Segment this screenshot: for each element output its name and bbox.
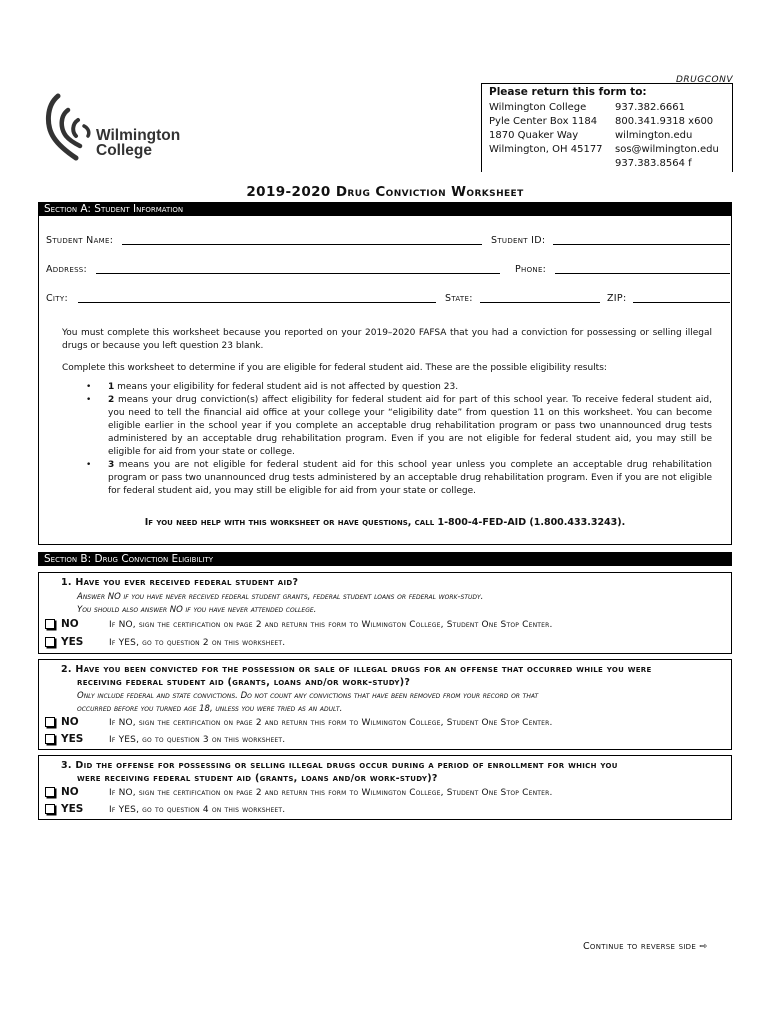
question-3-text: 3. Did the offense for possessing or selling illegal drugs occur during a period of enrollment for which you [61, 760, 618, 771]
question-3-yes-checkbox[interactable] [45, 803, 83, 815]
return-address [489, 101, 603, 157]
yes-label: YES [61, 803, 84, 815]
form-code: DRUGCONV [676, 75, 734, 85]
yes-label: YES [61, 733, 84, 745]
no-label: NO [61, 618, 79, 630]
return-address-box [481, 83, 733, 172]
question-1-box [38, 572, 732, 654]
state-label: State: [445, 293, 473, 304]
student-name-input[interactable] [122, 244, 482, 245]
question-2-box [38, 659, 732, 750]
question-1-note: You should also answer NO if you have never attended college. [77, 605, 317, 615]
question-2-no-checkbox[interactable] [45, 716, 79, 728]
yes-label: YES [61, 636, 84, 648]
question-2-text-cont: receiving federal student aid (grants, loans and/or work-study)? [77, 677, 411, 688]
address-line: Wilmington, OH 45177 [489, 144, 603, 155]
question-2-text: 2. Have you been convicted for the possession or sale of illegal drugs for an offense that occurred while you were [61, 664, 652, 675]
address-input[interactable] [96, 273, 500, 274]
student-id-label: Student ID: [491, 235, 546, 246]
list-item [92, 394, 712, 459]
question-2-no-instruction: If NO, sign the certification on page 2 and return this form to Wilmington College, Student One Stop Center. [109, 718, 553, 728]
section-b-header: Section B: Drug Conviction Eligibility [38, 552, 732, 566]
question-3-yes-instruction: If YES, go to question 4 on this worksheet. [109, 805, 286, 815]
phone-label: Phone: [515, 264, 547, 275]
checkbox-icon [45, 734, 55, 744]
address-line: Pyle Center Box 1184 [489, 116, 598, 127]
help-line: If you need help with this worksheet or have questions, call 1-800-4-FED-AID (1.800.433.3243). [144, 517, 626, 528]
phone-number: 800.341.9318 x600 [615, 116, 714, 127]
fax-number: 937.383.8564 f [615, 158, 692, 169]
logo-line-2: College [96, 142, 152, 159]
address-line: Wilmington College [489, 102, 587, 113]
question-1-yes-instruction: If YES, go to question 2 on this worksheet. [109, 638, 286, 648]
state-input[interactable] [480, 302, 600, 303]
intro-paragraph: You must complete this worksheet because you reported on your 2019–2020 FAFSA that you had a conviction for possessing or selling illegal drugs or because you left question 23 blank. [62, 328, 712, 351]
question-1-note: Answer NO if you have never received federal student grants, federal student loans or federal work-study. [77, 592, 484, 602]
checkbox-icon [45, 787, 55, 797]
return-contacts [615, 101, 719, 171]
result-text: means you are not eligible for federal student aid for this school year unless you complete an acceptable drug rehabilitation program or pass two unannounced drug tests administered by an acceptable drug rehabilitation program. Even if you are not eligible for federal student aid, you may still be eligible for aid from your state or college. [108, 460, 712, 496]
eligibility-results-list [92, 381, 712, 498]
result-number: 3 [108, 460, 115, 470]
continue-reverse-side: Continue to reverse side ⇨ [583, 941, 708, 952]
question-1-no-checkbox[interactable] [45, 618, 79, 630]
checkbox-icon [45, 717, 55, 727]
title-name: Drug Conviction Worksheet [335, 184, 524, 200]
question-3-no-checkbox[interactable] [45, 786, 79, 798]
list-item [92, 381, 712, 394]
checkbox-icon [45, 804, 55, 814]
result-text: means your eligibility for federal student aid is not affected by question 23. [114, 382, 459, 392]
question-3-no-instruction: If NO, sign the certification on page 2 and return this form to Wilmington College, Student One Stop Center. [109, 788, 553, 798]
result-number: 2 [108, 395, 115, 405]
logo-line-1: Wilmington [96, 127, 181, 144]
city-label: City: [46, 293, 68, 304]
result-text: means your drug conviction(s) affect eligibility for federal student aid for part of this school year. To receive federal student aid, you need to tell the financial aid office at your college your “eligibility date” from question 11 on this worksheet. You can become eligible earlier in the school year if you complete an acceptable drug rehabilitation program or pass two unannounced drug tests administered by an acceptable drug rehabilitation program. Even if you are not eligible for federal student aid, you may still be eligible for aid from your state or college. [108, 395, 712, 457]
question-1-text: 1. Have you ever received federal student aid? [61, 577, 299, 588]
question-2-yes-instruction: If YES, go to question 3 on this worksheet. [109, 735, 286, 745]
question-2-note: occurred before you turned age 18, unless you were tried as an adult. [77, 704, 343, 714]
section-a-header: Section A: Student Information [38, 202, 732, 216]
return-heading: Please return this form to: [489, 86, 647, 98]
address-line: 1870 Quaker Way [489, 130, 579, 141]
city-input[interactable] [78, 302, 436, 303]
checkbox-icon [45, 619, 55, 629]
zip-label: ZIP: [607, 293, 627, 304]
student-name-label: Student Name: [46, 235, 114, 246]
phone-input[interactable] [555, 273, 730, 274]
question-2-note: Only include federal and state convictions. Do not count any convictions that have been removed from your record or that [77, 691, 539, 701]
page-title [0, 184, 770, 200]
phone-number: 937.382.6661 [615, 102, 685, 113]
checkbox-icon [45, 637, 55, 647]
list-item [92, 459, 712, 498]
complete-paragraph: Complete this worksheet to determine if you are eligible for federal student aid. These are the possible eligibility results: [62, 363, 607, 373]
address-label: Address: [46, 264, 88, 275]
zip-input[interactable] [633, 302, 730, 303]
website[interactable]: wilmington.edu [615, 130, 693, 141]
student-id-input[interactable] [553, 244, 730, 245]
college-logo-text [96, 128, 180, 158]
no-label: NO [61, 786, 79, 798]
question-2-yes-checkbox[interactable] [45, 733, 83, 745]
email[interactable]: sos@wilmington.edu [615, 144, 719, 155]
result-number: 1 [108, 382, 115, 392]
question-1-no-instruction: If NO, sign the certification on page 2 and return this form to Wilmington College, Student One Stop Center. [109, 620, 553, 630]
no-label: NO [61, 716, 79, 728]
question-3-box [38, 755, 732, 820]
question-1-yes-checkbox[interactable] [45, 636, 83, 648]
question-3-text-cont: were receiving federal student aid (grants, loans and/or work-study)? [77, 773, 438, 784]
title-year: 2019-2020 [246, 184, 331, 200]
